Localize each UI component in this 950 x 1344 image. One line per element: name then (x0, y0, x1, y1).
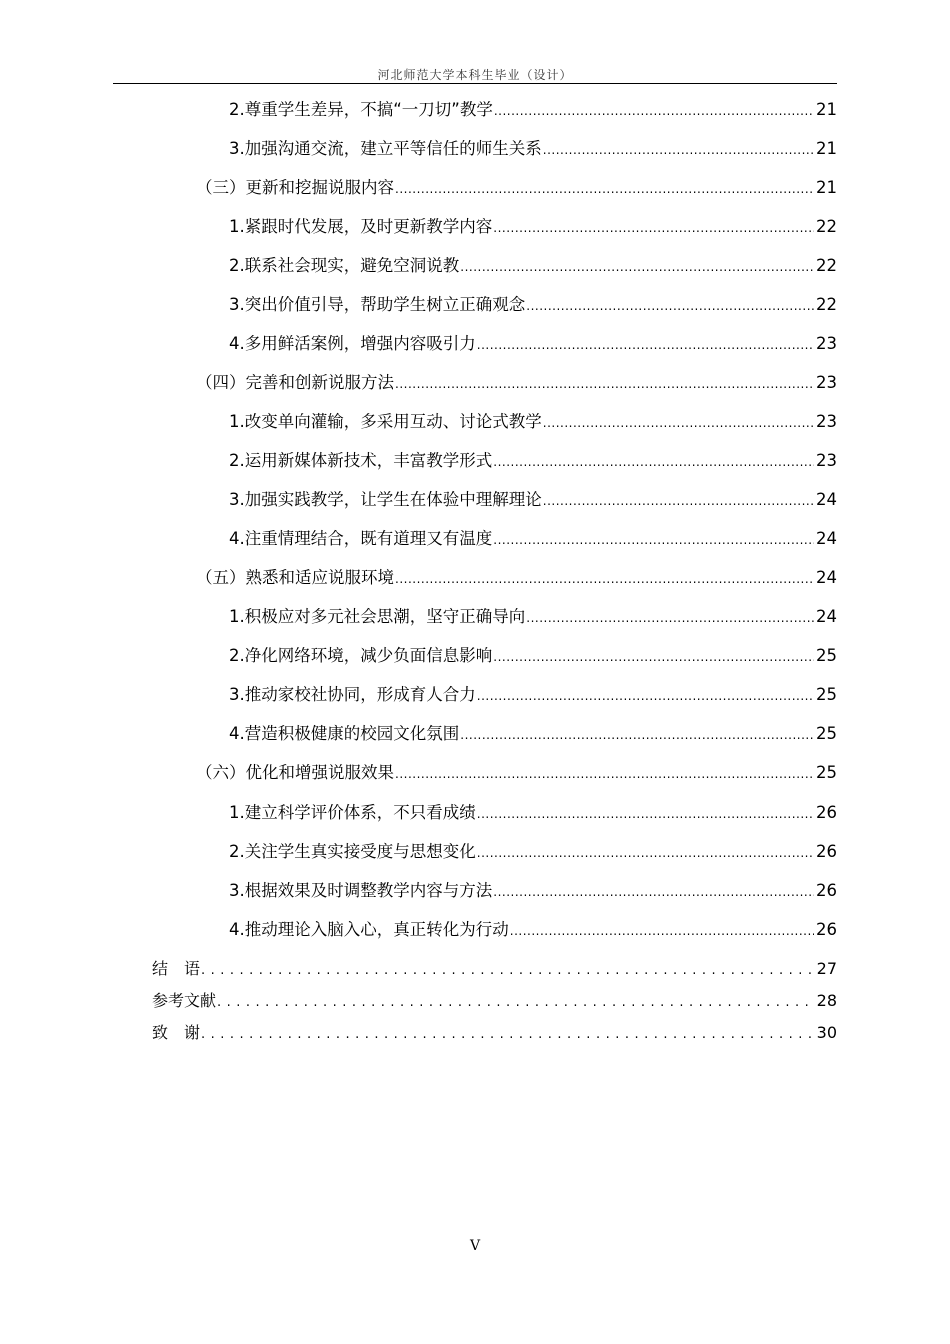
toc-entry[interactable] (0, 291, 837, 315)
toc-entry-title: 建立科学评价体系，不只看成绩 (244, 803, 476, 822)
toc-entry-number: （六） (196, 763, 246, 782)
toc-leader-dots (477, 689, 814, 703)
toc-entry-title: 联系社会现实，避免空洞说教 (244, 256, 460, 275)
toc-leader-dots (395, 767, 814, 781)
toc-entry-title: 推动家校社协同，形成育人合力 (244, 685, 476, 704)
toc-leader-dots (217, 995, 814, 1010)
toc-entry-number: 1. (229, 217, 245, 236)
toc-leader-dots (526, 299, 814, 313)
toc-leader-dots (543, 416, 814, 430)
toc-entry-page: 23 (816, 373, 837, 392)
toc-entry-number: 4. (229, 920, 245, 939)
toc-entry-number: 2. (229, 646, 245, 665)
toc-entry-page: 24 (816, 607, 837, 626)
toc-entry-number: 3. (229, 139, 245, 158)
toc-entry-title: 尊重学生差异，不搞“一刀切”教学 (244, 100, 493, 119)
toc-entry-page: 24 (816, 568, 837, 587)
toc-leader-dots (460, 260, 814, 274)
toc-entry-page: 21 (816, 100, 837, 119)
toc-entry-page: 24 (816, 490, 837, 509)
toc-entry[interactable] (0, 877, 837, 901)
toc-leader-dots (543, 143, 814, 157)
toc-entry-page: 25 (816, 724, 837, 743)
toc-entry-page: 26 (816, 881, 837, 900)
toc-entry-page: 21 (816, 178, 837, 197)
toc-entry[interactable] (0, 486, 837, 510)
toc-leader-dots (493, 650, 814, 664)
toc-entry-number: 3. (229, 685, 245, 704)
toc-leader-dots (201, 963, 814, 978)
toc-entry[interactable] (0, 525, 837, 549)
toc-entry-title: 根据效果及时调整教学内容与方法 (244, 881, 493, 900)
toc-leader-dots (395, 377, 814, 391)
toc-entry[interactable] (0, 759, 837, 783)
toc-entry-title: 净化网络环境，减少负面信息影响 (244, 646, 493, 665)
toc-entry-title: 更新和挖掘说服内容 (245, 178, 394, 197)
toc-entry-page: 22 (816, 295, 837, 314)
header-rule (113, 83, 837, 84)
toc-entry-page: 26 (816, 842, 837, 861)
toc-entry-number: 1. (229, 803, 245, 822)
toc-entry-title: 运用新媒体新技术，丰富教学形式 (244, 451, 493, 470)
toc-leader-dots (493, 533, 814, 547)
toc-entry[interactable] (0, 681, 837, 705)
toc-entry[interactable] (0, 838, 837, 862)
toc-entry-title: 致 谢 (152, 1023, 201, 1042)
toc-entry-title: 优化和增强说服效果 (245, 763, 394, 782)
toc-entry-page: 27 (816, 959, 837, 978)
toc-entry-page: 25 (816, 685, 837, 704)
toc-entry-number: 4. (229, 334, 245, 353)
running-header: 河北师范大学本科生毕业（设计） (377, 68, 573, 82)
toc-leader-dots (477, 807, 814, 821)
toc-entry-title: 突出价值引导，帮助学生树立正确观念 (244, 295, 526, 314)
toc-entry-number: （四） (196, 373, 246, 392)
toc-leader-dots (493, 885, 814, 899)
toc-entry[interactable] (0, 720, 837, 744)
toc-entry-page: 26 (816, 920, 837, 939)
toc-entry-number: 2. (229, 256, 245, 275)
toc-entry-title: 熟悉和适应说服环境 (245, 568, 394, 587)
toc-leader-dots (543, 494, 814, 508)
toc-leader-dots (510, 924, 814, 938)
toc-entry[interactable] (0, 369, 837, 393)
toc-entry-number: 3. (229, 295, 245, 314)
toc-entry-page: 21 (816, 139, 837, 158)
toc-entry[interactable] (0, 603, 837, 627)
toc-entry-page: 26 (816, 803, 837, 822)
toc-entry-page: 22 (816, 217, 837, 236)
toc-entry-title: 加强沟通交流，建立平等信任的师生关系 (244, 139, 542, 158)
toc-entry-number: 2. (229, 100, 245, 119)
toc-entry-title: 营造积极健康的校园文化氛围 (244, 724, 460, 743)
toc-leader-dots (526, 611, 814, 625)
toc-entry-title: 积极应对多元社会思潮，坚守正确导向 (244, 607, 526, 626)
toc-entry-title: 关注学生真实接受度与思想变化 (244, 842, 476, 861)
toc-entry[interactable] (0, 916, 837, 940)
toc-entry-number: 1. (229, 412, 245, 431)
toc-entry-number: 2. (229, 842, 245, 861)
toc-entry[interactable] (0, 408, 837, 432)
toc-entry-number: （三） (196, 178, 246, 197)
toc-entry-title: 紧跟时代发展，及时更新教学内容 (244, 217, 493, 236)
toc-entry-number: 4. (229, 529, 245, 548)
toc-leader-dots (493, 455, 814, 469)
toc-entry[interactable] (0, 447, 837, 471)
toc-entry[interactable] (0, 330, 837, 354)
toc-leader-dots (395, 572, 814, 586)
toc-entry[interactable] (0, 96, 837, 120)
toc-entry-number: 3. (229, 881, 245, 900)
toc-entry-page: 25 (816, 646, 837, 665)
toc-entry-page: 22 (816, 256, 837, 275)
toc-entry[interactable] (0, 642, 837, 666)
toc-entry[interactable] (0, 174, 837, 198)
toc-entry-references[interactable] (0, 988, 837, 1011)
toc-entry-page: 24 (816, 529, 837, 548)
toc-entry-number: 2. (229, 451, 245, 470)
toc-entry-title: 加强实践教学，让学生在体验中理解理论 (244, 490, 542, 509)
toc-entry-title: 推动理论入脑入心，真正转化为行动 (244, 920, 509, 939)
toc-leader-dots (494, 104, 814, 118)
toc-entry[interactable] (0, 564, 837, 588)
toc-leader-dots (395, 182, 814, 196)
toc-leader-dots (477, 338, 814, 352)
toc-entry-title: 参考文献 (152, 991, 217, 1010)
toc-leader-dots (493, 221, 814, 235)
toc-entry-number: 3. (229, 490, 245, 509)
toc-entry-page: 23 (816, 451, 837, 470)
toc-entry-title: 结 语 (152, 959, 201, 978)
toc-leader-dots (201, 1027, 814, 1042)
toc-entry-page: 28 (816, 991, 837, 1010)
toc-entry-conclusion[interactable] (0, 956, 837, 979)
toc-leader-dots (477, 846, 814, 860)
toc-entry[interactable] (0, 135, 837, 159)
toc-entry-page: 25 (816, 763, 837, 782)
toc-entry[interactable] (0, 799, 837, 823)
toc-entry-page: 23 (816, 412, 837, 431)
toc-leader-dots (460, 728, 814, 742)
toc-entry-title: 完善和创新说服方法 (245, 373, 394, 392)
toc-entry-title: 多用鲜活案例，增强内容吸引力 (244, 334, 476, 353)
toc-entry-page: 30 (816, 1023, 837, 1042)
toc-entry-title: 改变单向灌输，多采用互动、讨论式教学 (244, 412, 542, 431)
toc-entry-acknowledgements[interactable] (0, 1020, 837, 1043)
toc-entry-number: 1. (229, 607, 245, 626)
toc-entry[interactable] (0, 213, 837, 237)
toc-entry-title: 注重情理结合，既有道理又有温度 (244, 529, 493, 548)
toc-entry-number: （五） (196, 568, 246, 587)
page-number: V (469, 1238, 481, 1254)
toc-entry-page: 23 (816, 334, 837, 353)
toc-entry-number: 4. (229, 724, 245, 743)
toc-entry[interactable] (0, 252, 837, 276)
